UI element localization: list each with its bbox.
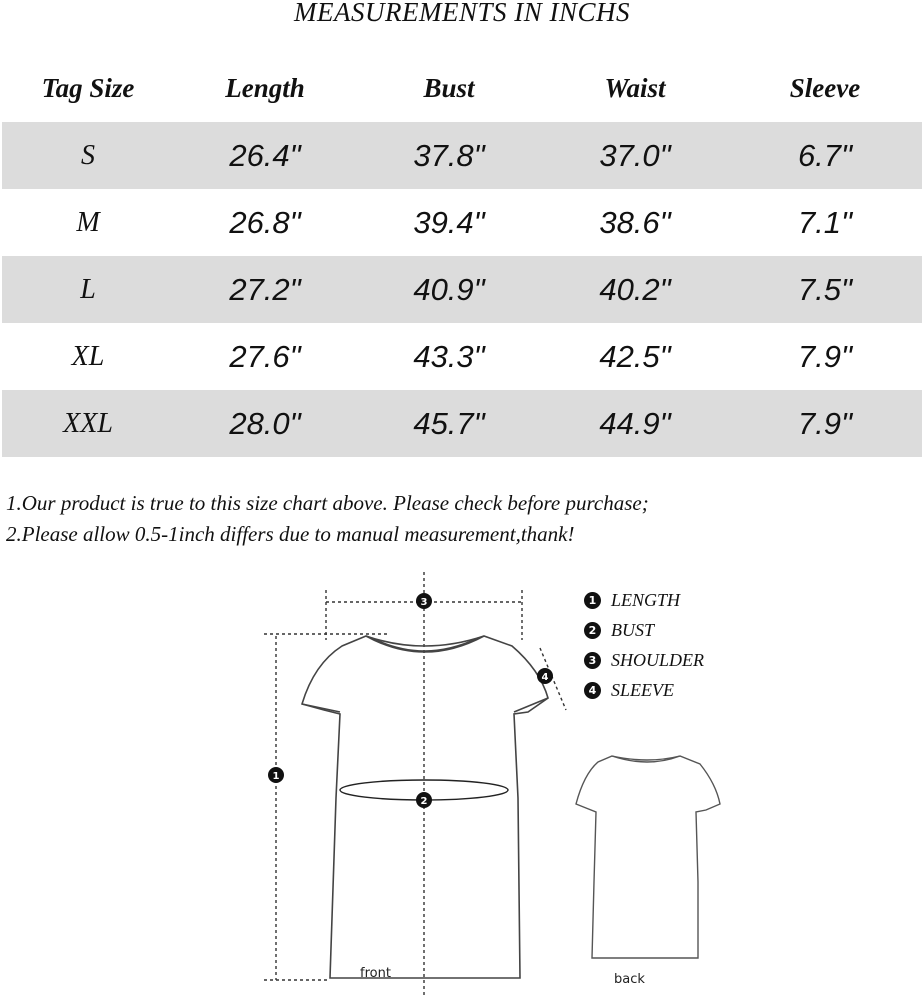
cell-bust: 37.8": [356, 122, 542, 189]
number-badge-icon: 1: [584, 592, 601, 609]
cell-waist: 44.9": [542, 390, 728, 457]
table-row: [2, 189, 922, 256]
cell-waist: 42.5": [599, 338, 671, 374]
legend-item-shoulder: [584, 645, 704, 675]
cell-size: XL: [71, 340, 105, 372]
page-title: MEASUREMENTS IN INCHS: [294, 0, 630, 27]
cell-waist: 37.0": [542, 122, 728, 189]
diagram-legend: [584, 585, 704, 705]
header-waist: Waist: [604, 72, 666, 103]
cell-sleeve: 7.5": [728, 256, 922, 323]
number-badge-icon: 3: [584, 652, 601, 669]
legend-item-bust: [584, 615, 704, 645]
cell-bust: 43.3": [413, 338, 485, 374]
front-caption: front: [360, 966, 391, 981]
cell-length: 27.2": [174, 256, 356, 323]
cell-length: 26.4": [174, 122, 356, 189]
note-1: 1.Our product is true to this size chart above. Please check before purchase;: [6, 491, 649, 515]
cell-waist: 38.6": [599, 204, 671, 240]
cell-length: 26.8": [229, 204, 301, 240]
header-sleeve: Sleeve: [789, 72, 861, 103]
table-header-row: [2, 54, 922, 122]
table-row: [2, 256, 922, 323]
cell-waist: 40.2": [542, 256, 728, 323]
note-2: 2.Please allow 0.5-1inch differs due to manual measurement,thank!: [6, 522, 575, 546]
cell-sleeve: 7.9": [797, 338, 853, 374]
cell-bust: 39.4": [413, 204, 485, 240]
table-row: [2, 122, 922, 189]
svg-text:2: 2: [420, 796, 428, 807]
table-row: [2, 390, 922, 457]
header-length: Length: [225, 72, 305, 103]
table-row: [2, 323, 922, 390]
cell-size: L: [2, 256, 174, 323]
cell-length: 27.6": [229, 338, 301, 374]
marker-bust: [416, 792, 432, 808]
number-badge-icon: 4: [584, 682, 601, 699]
legend-label: BUST: [611, 619, 655, 640]
legend-label: LENGTH: [611, 589, 681, 610]
cell-sleeve: 6.7": [728, 122, 922, 189]
number-badge-icon: 2: [584, 622, 601, 639]
svg-text:4: 4: [541, 672, 549, 683]
cell-size: XXL: [2, 390, 174, 457]
svg-text:1: 1: [272, 771, 280, 782]
size-notes: [6, 488, 916, 550]
cell-sleeve: 7.9": [728, 390, 922, 457]
marker-shoulder: [416, 593, 432, 609]
guide-lines: [264, 572, 566, 996]
cell-length: 28.0": [174, 390, 356, 457]
cell-sleeve: 7.1": [797, 204, 853, 240]
header-tag-size: Tag Size: [41, 72, 135, 103]
cell-bust: 40.9": [356, 256, 542, 323]
measurement-diagram: [0, 560, 924, 1000]
cell-size: S: [2, 122, 174, 189]
tshirt-back-outline: [576, 756, 720, 958]
marker-sleeve: [537, 668, 553, 684]
legend-item-sleeve: [584, 675, 704, 705]
back-caption: back: [614, 972, 645, 987]
cell-bust: 45.7": [356, 390, 542, 457]
marker-length: [268, 767, 284, 783]
legend-label: SLEEVE: [611, 679, 674, 700]
header-bust: Bust: [423, 72, 475, 103]
cell-size: M: [76, 206, 100, 238]
legend-item-length: [584, 585, 704, 615]
legend-label: SHOULDER: [611, 649, 704, 670]
size-chart-table: [2, 54, 922, 457]
svg-text:3: 3: [420, 597, 428, 608]
